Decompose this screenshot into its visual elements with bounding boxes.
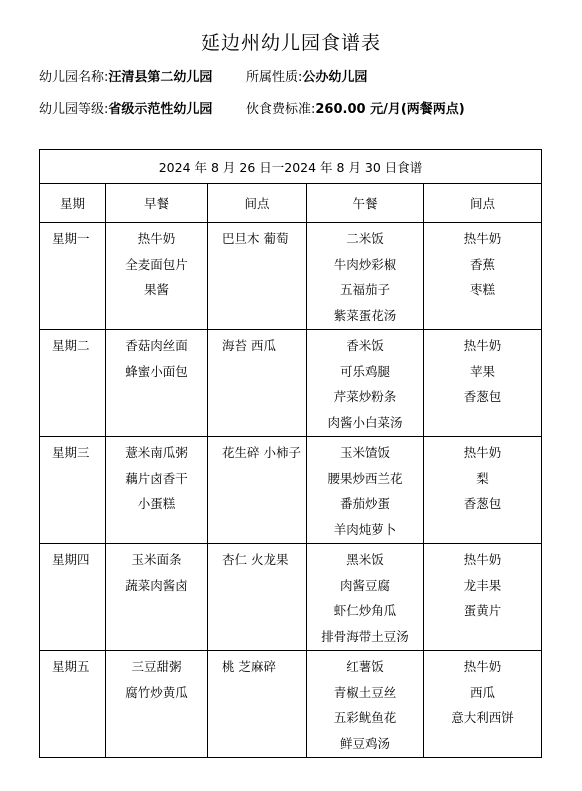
breakfast-item: 蔬菜肉酱卤 [125,577,188,593]
kindergarten-nature [246,66,367,85]
breakfast-item: 果酱 [143,282,169,298]
breakfast-item: 玉米面条 [131,552,182,567]
lunch-item: 香米饭 [346,338,384,353]
lunch-cell [307,651,424,758]
afternoon-snack-item: 枣糕 [470,282,496,298]
afternoon-snack-item: 苹果 [470,363,496,379]
afternoon-snack-item: 热牛奶 [463,338,502,353]
lunch-item: 虾仁炒角瓜 [333,603,397,619]
weekday-cell [40,544,106,651]
kindergarten-nature-label: 所属性质: [246,70,303,85]
kindergarten-name-label: 幼儿园名称: [39,70,109,85]
lunch-item: 紫菜蛋花汤 [333,308,397,324]
afternoon-snack-item: 意大利西饼 [451,710,514,726]
lunch-item: 青椒土豆丝 [333,684,397,700]
weekday-label: 星期五 [52,659,90,674]
lunch-item: 腰果炒西兰花 [327,470,403,486]
breakfast-cell [106,330,208,437]
weekday-cell [40,330,106,437]
afternoon-snack-cell [424,223,542,330]
weekday-cell [40,437,106,544]
breakfast-item: 藕片卤香干 [125,470,188,486]
lunch-item: 可乐鸡腿 [339,363,390,379]
meal-fee [246,98,465,117]
lunch-cell [307,223,424,330]
meal-fee-label: 伙食费标准: [246,102,316,117]
lunch-item: 羊肉炖萝卜 [333,522,397,538]
breakfast-item: 薏米南瓜粥 [125,445,188,460]
lunch-item: 鲜豆鸡汤 [339,736,390,752]
afternoon-snack-item: 热牛奶 [463,445,502,460]
morning-snack-item: 杏仁 火龙果 [222,552,289,567]
morning-snack-cell [208,223,307,330]
morning-snack-cell [208,330,307,437]
morning-snack-item: 海苔 西瓜 [222,338,276,353]
lunch-cell [307,437,424,544]
date-range-row [40,150,542,184]
lunch-cell [307,330,424,437]
breakfast-cell [106,223,208,330]
kindergarten-level [39,98,212,117]
lunch-item: 排骨海带土豆汤 [321,629,409,645]
morning-snack-cell [208,437,307,544]
weekday-label: 星期四 [52,552,90,567]
kindergarten-level-label: 幼儿园等级: [39,102,109,117]
page-title: 延边州幼儿园食谱表 [200,32,381,54]
breakfast-item: 蜂蜜小面包 [125,363,188,379]
header-row [40,184,542,223]
breakfast-cell [106,544,208,651]
header-breakfast: 早餐 [106,184,208,223]
menu-table [39,149,542,758]
afternoon-snack-item: 龙丰果 [463,577,502,593]
morning-snack-item: 桃 芝麻碎 [222,659,276,674]
header-snack-morning: 间点 [208,184,307,223]
lunch-item: 二米饭 [346,231,384,246]
lunch-item: 黑米饭 [346,552,384,567]
afternoon-snack-item: 香葱包 [463,496,502,512]
breakfast-item: 热牛奶 [137,231,176,246]
date-range: 2024 年 8 月 26 日一2024 年 8 月 30 日食谱 [40,150,542,184]
morning-snack-cell [208,544,307,651]
breakfast-cell [106,651,208,758]
breakfast-item: 全麦面包片 [125,256,188,272]
header-snack-afternoon: 间点 [424,184,542,223]
weekday-label: 星期三 [52,445,90,460]
afternoon-snack-item: 热牛奶 [463,659,502,674]
afternoon-snack-cell [424,330,542,437]
breakfast-item: 小蛋糕 [137,496,176,512]
kindergarten-level-value: 省级示范性幼儿园 [108,102,213,117]
lunch-item: 芹菜炒粉条 [333,389,397,405]
kindergarten-nature-value: 公办幼儿园 [302,70,368,85]
lunch-cell [307,544,424,651]
lunch-item: 肉酱豆腐 [339,577,390,593]
afternoon-snack-item: 热牛奶 [463,231,502,246]
afternoon-snack-item: 香葱包 [463,389,502,405]
weekday-label: 星期二 [52,338,90,353]
morning-snack-item: 巴旦木 葡萄 [222,231,289,246]
breakfast-item: 香菇肉丝面 [125,338,188,353]
kindergarten-name [39,66,212,85]
lunch-item: 五彩鱿鱼花 [333,710,397,726]
afternoon-snack-cell [424,544,542,651]
weekday-cell [40,223,106,330]
menu-row [40,223,542,330]
afternoon-snack-cell [424,437,542,544]
afternoon-snack-item: 西瓜 [470,684,496,700]
meal-fee-value: 260.00 元/月(两餐两点) [315,102,465,117]
morning-snack-item: 花生碎 小柿子 [222,445,301,460]
menu-row [40,651,542,758]
menu-row [40,437,542,544]
breakfast-cell [106,437,208,544]
weekday-cell [40,651,106,758]
header-weekday: 星期 [40,184,106,223]
menu-row [40,544,542,651]
menu-row [40,330,542,437]
afternoon-snack-item: 香蕉 [470,256,496,272]
breakfast-item: 三豆甜粥 [131,659,182,674]
lunch-item: 番茄炒蛋 [339,496,390,512]
afternoon-snack-cell [424,651,542,758]
morning-snack-cell [208,651,307,758]
afternoon-snack-item: 热牛奶 [463,552,502,567]
header-lunch: 午餐 [307,184,424,223]
lunch-item: 玉米馇饭 [339,445,390,460]
weekday-label: 星期一 [52,231,90,246]
lunch-item: 红薯饭 [346,659,384,674]
afternoon-snack-item: 蛋黄片 [463,603,502,619]
afternoon-snack-item: 梨 [476,470,489,486]
breakfast-item: 腐竹炒黄瓜 [125,684,188,700]
kindergarten-name-value: 汪清县第二幼儿园 [108,70,213,85]
lunch-item: 五福茄子 [339,282,390,298]
lunch-item: 牛肉炒彩椒 [333,256,397,272]
lunch-item: 肉酱小白菜汤 [327,415,403,431]
